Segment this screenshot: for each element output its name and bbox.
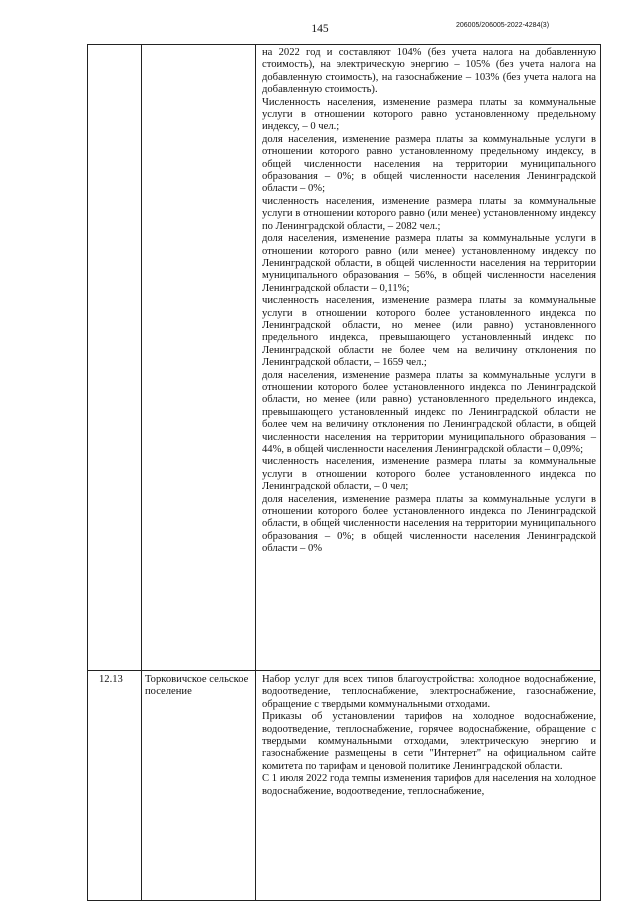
page-number: 145 — [311, 23, 329, 35]
paragraph: доля населения, изменение размера платы за коммунальные услуги в отношении которого более установленного индекса по Ленинградской области, но менее (или равно) установленного предельного индекса, превышающего установленный индекс по Ленинградской области не более чем на величину отклонения по Ленинградской области, в общей численности населения на территории муниципального образования – 44%, в общей численности населения Ленинградской области – 0,09%; — [262, 369, 596, 455]
paragraph: доля населения, изменение размера платы за коммунальные услуги в отношении которого равно установленному предельному индексу, в общей численности населения на территории муниципального образования – 0%; в общей численности населения Ленинградской области – 0%; — [262, 133, 596, 195]
paragraph: численность населения, изменение размера платы за коммунальные услуги в отношении которого равно (или менее) установленному индексу по Ленинградской области, – 2082 чел.; — [262, 195, 596, 232]
row-prev-description — [262, 47, 596, 556]
column-divider-name — [255, 44, 256, 901]
row-divider — [87, 670, 601, 671]
row-number: 12.13 — [99, 674, 123, 685]
paragraph: на 2022 год и составляют 104% (без учета налога на добавленную стоимость), на электрическую энергию – 105% (без учета налога на добавленную стоимость), на газоснабжение – 103% (без учета налога на добавленную стоимость). — [262, 47, 596, 96]
paragraph: Приказы об установлении тарифов на холодное водоснабжение, водоотведение, теплоснабжение, горячее водоснабжение, обращение с твердыми коммунальными отходами, электрическую энергию и газоснабжение размещены в сети "Интернет" на официальном сайте комитета по тарифам и ценовой политике Ленинградской области. — [262, 711, 596, 772]
paragraph: численность населения, изменение размера платы за коммунальные услуги в отношении которого более установленного индекса по Ленинградской области, – 0 чел; — [262, 456, 596, 493]
row-1213-description — [262, 674, 596, 900]
paragraph: Набор услуг для всех типов благоустройства: холодное водоснабжение, водоотведение, теплоснабжение, электроснабжение, газоснабжение, обращение с твердыми коммунальными отходами. — [262, 674, 596, 710]
paragraph: Численность населения, изменение размера платы за коммунальные услуги в отношении которого равно установленному предельному индексу, – 0 чел.; — [262, 96, 596, 133]
document-id: 206005/206005-2022-4284(3) — [456, 22, 550, 29]
paragraph: С 1 июля 2022 года темпы изменения тарифов для населения на холодное водоснабжение, водоотведение, теплоснабжение, — [262, 773, 596, 797]
column-divider-number — [141, 44, 142, 901]
settlement-name: Торковичское сельское поселение — [145, 674, 249, 698]
paragraph: доля населения, изменение размера платы за коммунальные услуги в отношении которого более установленного индекса по Ленинградской области, в общей численности населения на территории муниципального образования – 0%; в общей численности населения Ленинградской области – 0% — [262, 493, 596, 555]
paragraph: доля населения, изменение размера платы за коммунальные услуги в отношении которого равно (или менее) установленному индексу по Ленинградской области, в общей численности населения на территории муниципального образования – 56%, в общей численности населения Ленинградской области – 0,11%; — [262, 233, 596, 294]
paragraph: численность населения, изменение размера платы за коммунальные услуги в отношении которого более установленного индекса по Ленинградской области, но менее (или равно) установленного предельного индекса, превышающего установленный индекс по Ленинградской области не более чем на величину отклонения по Ленинградской области, – 1659 чел.; — [262, 295, 596, 369]
